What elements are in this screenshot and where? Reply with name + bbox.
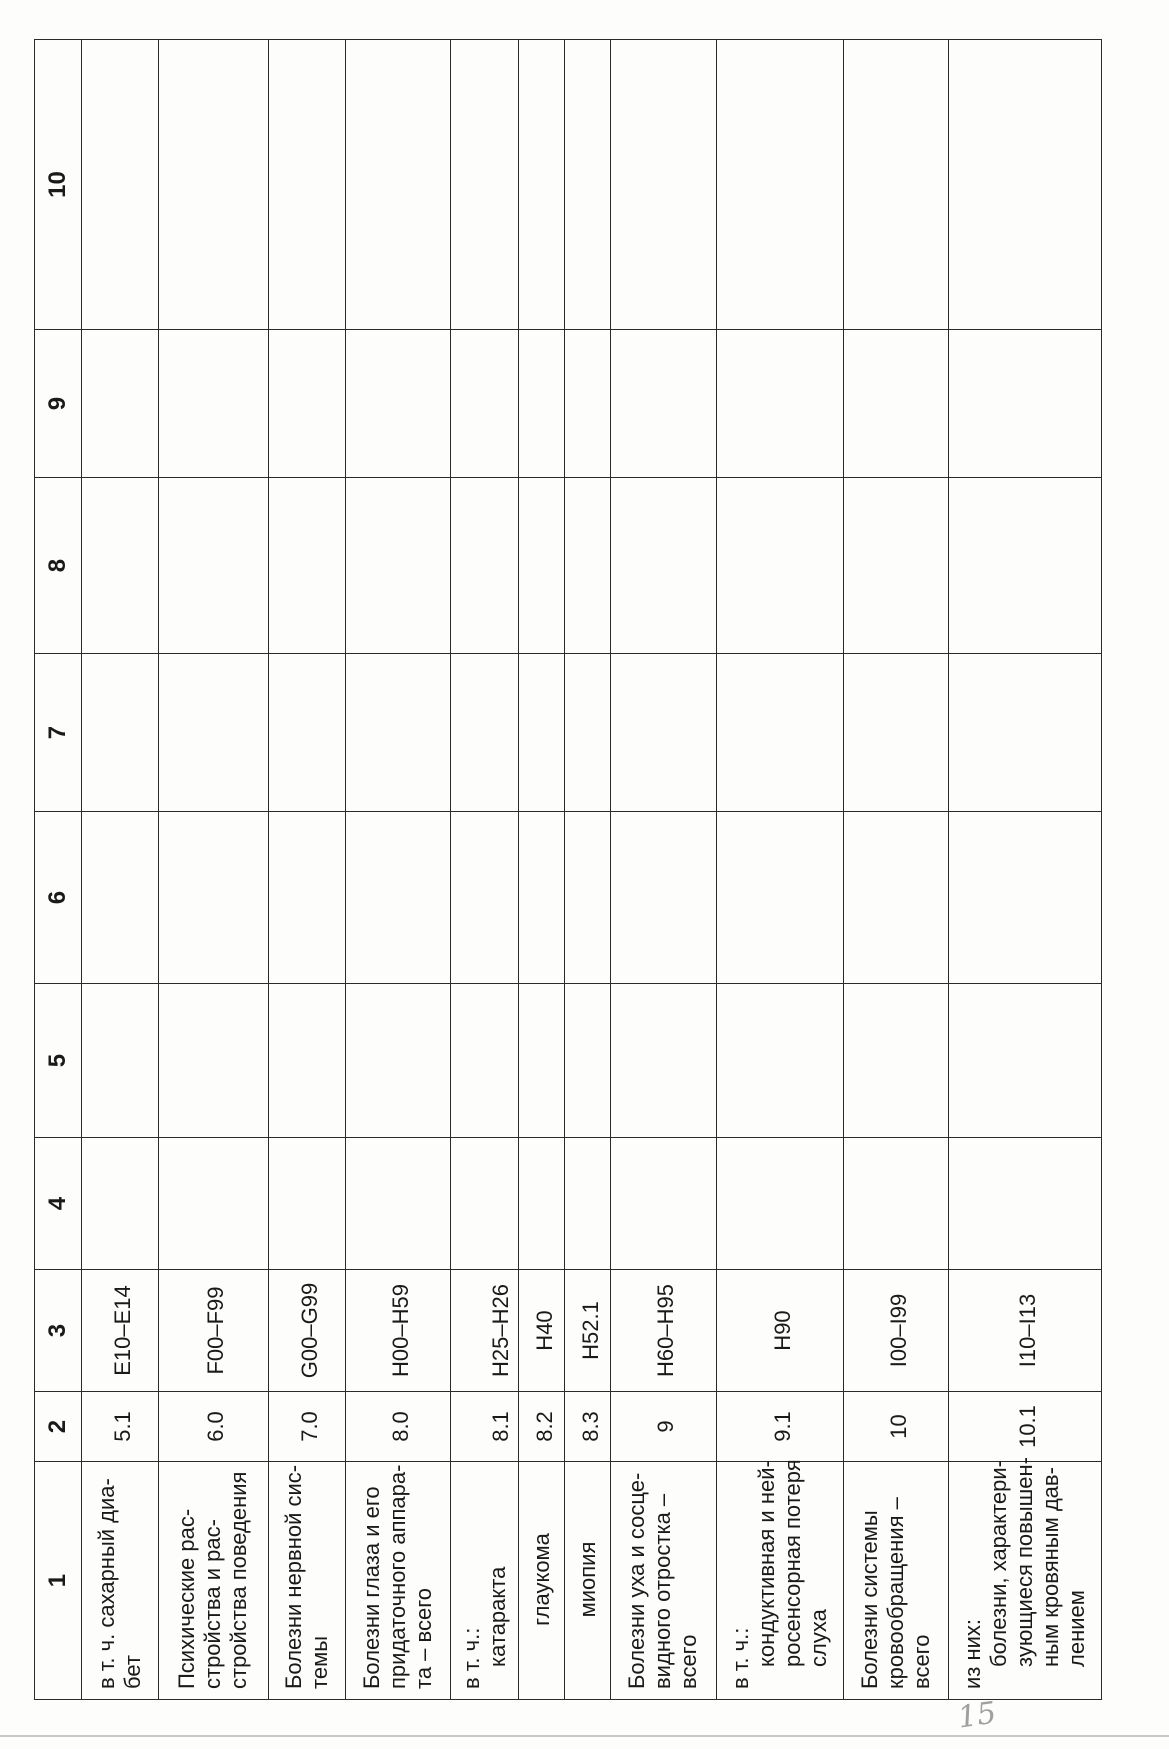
disease-name-line: бет bbox=[120, 1655, 146, 1689]
empty-cell[interactable] bbox=[949, 478, 1102, 654]
disease-name-line: из них: bbox=[960, 1618, 986, 1689]
icd-code-cell: H00–H59 bbox=[345, 1270, 450, 1392]
row-code-cell: 5.1 bbox=[82, 1392, 159, 1462]
empty-cell[interactable] bbox=[82, 478, 159, 654]
disease-name-line: всего bbox=[676, 1634, 702, 1689]
empty-cell[interactable] bbox=[519, 40, 565, 330]
column-header: 1 bbox=[35, 1462, 82, 1700]
empty-cell[interactable] bbox=[611, 478, 716, 654]
column-header: 10 bbox=[35, 40, 82, 330]
icd-code-cell: H52.1 bbox=[565, 1270, 611, 1392]
empty-cell[interactable] bbox=[159, 984, 269, 1138]
empty-cell[interactable] bbox=[611, 1138, 716, 1270]
empty-cell[interactable] bbox=[159, 478, 269, 654]
disease-name-cell bbox=[843, 1462, 948, 1700]
empty-cell[interactable] bbox=[843, 330, 948, 478]
empty-cell[interactable] bbox=[949, 1138, 1102, 1270]
row-code-cell: 8.3 bbox=[565, 1392, 611, 1462]
row-code-cell: 10 bbox=[843, 1392, 948, 1462]
row-code-cell: 9 bbox=[611, 1392, 716, 1462]
disease-name-line: ным кровяным дав- bbox=[1038, 1467, 1064, 1667]
column-header: 6 bbox=[35, 812, 82, 984]
empty-cell[interactable] bbox=[716, 40, 843, 330]
icd-code-cell: H60–H95 bbox=[611, 1270, 716, 1392]
empty-cell[interactable] bbox=[611, 812, 716, 984]
empty-cell[interactable] bbox=[268, 1138, 345, 1270]
icd-code-cell: H40 bbox=[519, 1270, 565, 1392]
empty-cell[interactable] bbox=[345, 478, 450, 654]
disease-name-line: в т. ч.: bbox=[727, 1627, 753, 1689]
empty-cell[interactable] bbox=[949, 984, 1102, 1138]
empty-cell[interactable] bbox=[159, 654, 269, 812]
disease-name-cell bbox=[345, 1462, 450, 1700]
table-row bbox=[611, 40, 716, 1700]
table-header-row bbox=[35, 40, 82, 1700]
row-code-cell: 8.0 bbox=[345, 1392, 450, 1462]
disease-name-line: катаракта bbox=[484, 1566, 510, 1667]
disease-name-line: стройства и рас- bbox=[200, 1519, 226, 1689]
empty-cell[interactable] bbox=[450, 984, 518, 1138]
disease-name-line: зующиеся повышен- bbox=[1012, 1457, 1038, 1667]
icd-code-cell: G00–G99 bbox=[268, 1270, 345, 1392]
icd-code-cell: I10–I13 bbox=[949, 1270, 1102, 1392]
disease-name-line: кондуктивная и ней- bbox=[753, 1460, 779, 1667]
empty-cell[interactable] bbox=[565, 654, 611, 812]
empty-cell[interactable] bbox=[949, 330, 1102, 478]
disease-name-cell bbox=[949, 1457, 1102, 1700]
row-code-cell: 6.0 bbox=[159, 1392, 269, 1462]
empty-cell[interactable] bbox=[843, 654, 948, 812]
empty-cell[interactable] bbox=[268, 40, 345, 330]
disease-name-line: росенсорная потеря bbox=[779, 1459, 805, 1667]
disease-name-line: кровообращения – bbox=[883, 1497, 909, 1689]
handwritten-page-number: 15 bbox=[955, 1695, 999, 1736]
table-row bbox=[949, 40, 1102, 1700]
empty-cell[interactable] bbox=[345, 984, 450, 1138]
empty-cell[interactable] bbox=[565, 330, 611, 478]
row-code-cell: 8.1 bbox=[450, 1392, 518, 1462]
disease-name-cell bbox=[716, 1459, 843, 1700]
empty-cell[interactable] bbox=[450, 478, 518, 654]
table-rotated-container bbox=[34, 40, 1102, 1700]
table-row bbox=[268, 40, 345, 1700]
empty-cell[interactable] bbox=[611, 40, 716, 330]
empty-cell[interactable] bbox=[565, 478, 611, 654]
icd-code-cell: H25–H26 bbox=[450, 1270, 518, 1392]
empty-cell[interactable] bbox=[268, 984, 345, 1138]
disease-name-line: в т. ч.: bbox=[458, 1627, 484, 1689]
row-code-cell: 7.0 bbox=[268, 1392, 345, 1462]
empty-cell[interactable] bbox=[843, 40, 948, 330]
empty-cell[interactable] bbox=[82, 40, 159, 330]
disease-name-line: придаточного аппара- bbox=[384, 1464, 410, 1689]
table-row bbox=[82, 40, 159, 1700]
disease-name-line: Болезни глаза и его bbox=[358, 1486, 384, 1689]
disease-name-cell bbox=[82, 1462, 159, 1700]
empty-cell[interactable] bbox=[519, 812, 565, 984]
column-header: 8 bbox=[35, 478, 82, 654]
empty-cell[interactable] bbox=[450, 330, 518, 478]
empty-cell[interactable] bbox=[159, 330, 269, 478]
disease-name-line: глаукома bbox=[528, 1533, 554, 1626]
empty-cell[interactable] bbox=[716, 1138, 843, 1270]
empty-cell[interactable] bbox=[345, 40, 450, 330]
column-header: 5 bbox=[35, 984, 82, 1138]
empty-cell[interactable] bbox=[565, 1138, 611, 1270]
empty-cell[interactable] bbox=[611, 984, 716, 1138]
table-row bbox=[450, 40, 518, 1700]
empty-cell[interactable] bbox=[843, 984, 948, 1138]
statistics-table bbox=[34, 39, 1102, 1700]
empty-cell[interactable] bbox=[159, 812, 269, 984]
disease-name-cell bbox=[450, 1462, 518, 1700]
icd-code-cell: E10–E14 bbox=[82, 1270, 159, 1392]
disease-name-line: стройства поведения bbox=[226, 1471, 252, 1689]
row-code-cell: 9.1 bbox=[716, 1392, 843, 1462]
empty-cell[interactable] bbox=[82, 654, 159, 812]
empty-cell[interactable] bbox=[345, 1138, 450, 1270]
disease-name-line: в т. ч. сахарный диа- bbox=[94, 1478, 120, 1689]
empty-cell[interactable] bbox=[268, 812, 345, 984]
empty-cell[interactable] bbox=[268, 654, 345, 812]
disease-name-line: лением bbox=[1064, 1590, 1090, 1667]
disease-name-cell bbox=[159, 1462, 269, 1700]
empty-cell[interactable] bbox=[519, 1138, 565, 1270]
table-row bbox=[716, 40, 843, 1700]
empty-cell[interactable] bbox=[159, 1138, 269, 1270]
column-header: 3 bbox=[35, 1270, 82, 1392]
icd-code-cell: I00–I99 bbox=[843, 1270, 948, 1392]
table-row bbox=[565, 40, 611, 1700]
empty-cell[interactable] bbox=[450, 812, 518, 984]
table-row bbox=[519, 40, 565, 1700]
column-header: 4 bbox=[35, 1138, 82, 1270]
disease-name-cell bbox=[611, 1462, 716, 1700]
empty-cell[interactable] bbox=[450, 654, 518, 812]
empty-cell[interactable] bbox=[611, 330, 716, 478]
empty-cell[interactable] bbox=[519, 654, 565, 812]
icd-code-cell: H90 bbox=[716, 1270, 843, 1392]
empty-cell[interactable] bbox=[268, 330, 345, 478]
empty-cell[interactable] bbox=[345, 654, 450, 812]
table-row bbox=[159, 40, 269, 1700]
empty-cell[interactable] bbox=[159, 40, 269, 330]
empty-cell[interactable] bbox=[82, 812, 159, 984]
column-header: 2 bbox=[35, 1392, 82, 1462]
disease-name-line: темы bbox=[306, 1635, 332, 1689]
empty-cell[interactable] bbox=[519, 330, 565, 478]
empty-cell[interactable] bbox=[843, 478, 948, 654]
row-code-cell: 10.1 bbox=[949, 1392, 1102, 1462]
empty-cell[interactable] bbox=[519, 478, 565, 654]
empty-cell[interactable] bbox=[716, 984, 843, 1138]
disease-name-cell bbox=[565, 1462, 611, 1700]
empty-cell[interactable] bbox=[82, 330, 159, 478]
empty-cell[interactable] bbox=[611, 654, 716, 812]
empty-cell[interactable] bbox=[450, 1138, 518, 1270]
empty-cell[interactable] bbox=[716, 330, 843, 478]
row-code-cell: 8.2 bbox=[519, 1392, 565, 1462]
disease-name-line: миопия bbox=[574, 1541, 600, 1618]
empty-cell[interactable] bbox=[450, 40, 518, 330]
empty-cell[interactable] bbox=[565, 984, 611, 1138]
column-header: 7 bbox=[35, 654, 82, 812]
disease-name-line: Болезни нервной сис- bbox=[280, 1464, 306, 1689]
column-header: 9 bbox=[35, 330, 82, 478]
empty-cell[interactable] bbox=[268, 478, 345, 654]
empty-cell[interactable] bbox=[565, 40, 611, 330]
empty-cell[interactable] bbox=[843, 812, 948, 984]
disease-name-line: Болезни системы bbox=[857, 1510, 883, 1689]
empty-cell[interactable] bbox=[949, 654, 1102, 812]
disease-name-line: Болезни уха и сосце- bbox=[624, 1472, 650, 1689]
icd-code-cell: F00–F99 bbox=[159, 1270, 269, 1392]
empty-cell[interactable] bbox=[82, 984, 159, 1138]
disease-name-cell bbox=[519, 1462, 565, 1700]
empty-cell[interactable] bbox=[949, 812, 1102, 984]
disease-name-line: всего bbox=[909, 1634, 935, 1689]
empty-cell[interactable] bbox=[716, 478, 843, 654]
page-bottom-edge bbox=[0, 1735, 1169, 1737]
empty-cell[interactable] bbox=[345, 812, 450, 984]
table-row bbox=[345, 40, 450, 1700]
empty-cell[interactable] bbox=[565, 812, 611, 984]
disease-name-line: болезни, характери- bbox=[986, 1460, 1012, 1667]
disease-name-line: слуха bbox=[805, 1609, 831, 1667]
table-row bbox=[843, 40, 948, 1700]
disease-name-line: та – всего bbox=[410, 1588, 436, 1689]
empty-cell[interactable] bbox=[519, 984, 565, 1138]
empty-cell[interactable] bbox=[716, 654, 843, 812]
empty-cell[interactable] bbox=[716, 812, 843, 984]
empty-cell[interactable] bbox=[843, 1138, 948, 1270]
empty-cell[interactable] bbox=[345, 330, 450, 478]
empty-cell[interactable] bbox=[949, 40, 1102, 330]
disease-name-line: Психические рас- bbox=[174, 1508, 200, 1689]
disease-name-line: видного отростка – bbox=[650, 1493, 676, 1689]
empty-cell[interactable] bbox=[82, 1138, 159, 1270]
disease-name-cell bbox=[268, 1462, 345, 1700]
